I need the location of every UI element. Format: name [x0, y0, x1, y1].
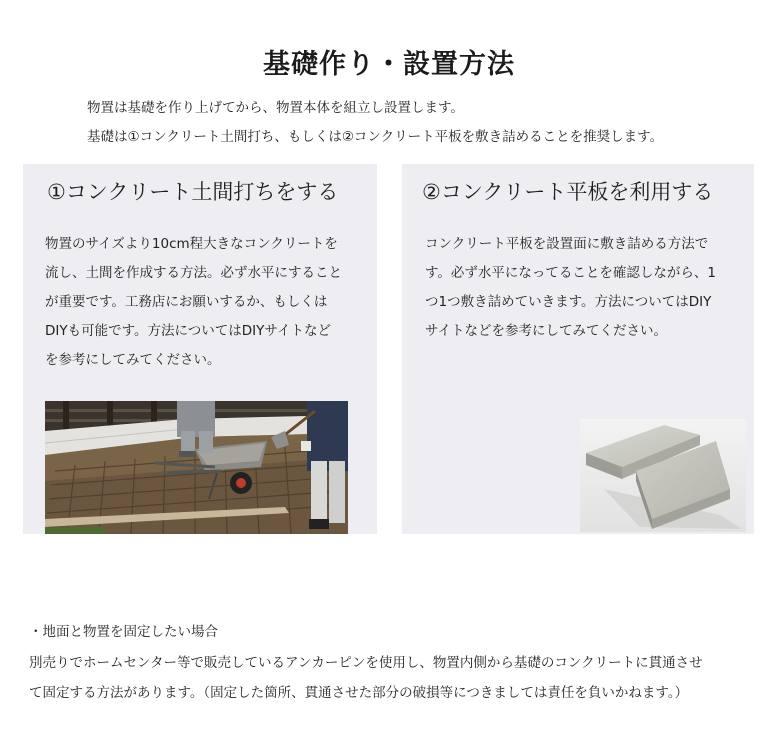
panel-text-line: を参考にしてみてください。	[45, 352, 221, 368]
note-text-line: て固定する方法があります。（固定した箇所、貫通させた部分の破損等につきましては責任を負いかねます。）	[29, 685, 689, 701]
concrete-slab-photo	[580, 419, 746, 532]
panel-text-line: 流し、土間を作成する方法。必ず水平にすること	[45, 265, 342, 281]
panel-text-line: つ1つ敷き詰めていきます。方法についてはDIY	[425, 294, 712, 310]
intro-line-1: 物置は基礎を作り上げてから、物置本体を組立し設置します。	[87, 100, 464, 116]
method-panel-concrete-slabs	[402, 164, 754, 534]
panel-heading: ①コンクリート土間打ちをする	[47, 180, 339, 204]
panel-text-line: サイトなどを参考にしてみてください。	[425, 323, 668, 339]
concrete-pouring-photo	[45, 401, 348, 534]
panel-text-line: コンクリート平板を設置面に敷き詰める方法で	[425, 236, 709, 252]
page-title: 基礎作り・設置方法	[263, 49, 515, 80]
note-heading: ・地面と物置を固定したい場合	[29, 624, 218, 640]
note-text-line: 別売りでホームセンター等で販売しているアンカーピンを使用し、物置内側から基礎のコンクリートに貫通させ	[29, 655, 703, 671]
panel-heading: ②コンクリート平板を利用する	[422, 180, 714, 204]
intro-line-2: 基礎は①コンクリート土間打ち、もしくは②コンクリート平板を敷き詰めることを推奨します。	[87, 129, 664, 145]
panel-text-line: す。必ず水平になってることを確認しながら、1	[425, 265, 717, 281]
method-panel-concrete-floor	[23, 164, 377, 534]
panel-text-line: が重要です。工務店にお願いするか、もしくは	[45, 294, 328, 310]
panel-text-line: DIYも可能です。方法についてはDIYサイトなど	[45, 323, 331, 339]
panel-text-line: 物置のサイズより10cm程大きなコンクリートを	[45, 236, 338, 252]
